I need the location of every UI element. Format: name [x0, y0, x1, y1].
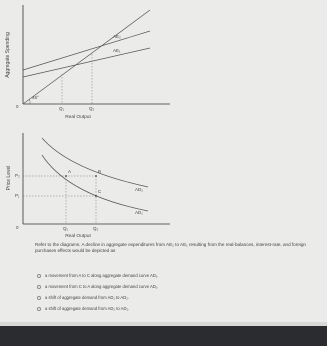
top-origin-label: 0: [16, 104, 19, 109]
radio-button[interactable]: [37, 285, 41, 289]
point-c-label: C: [98, 189, 102, 194]
option-4[interactable]: [37, 303, 297, 314]
point-a: [65, 175, 67, 177]
answer-options: [37, 270, 297, 314]
bottom-q2-label: Q₂: [93, 226, 99, 231]
ae2-line: [23, 31, 150, 70]
bottom-graph: [6, 133, 170, 239]
ae1-label: AE₁: [113, 48, 121, 53]
option-label: a shift of aggregate demand from AD₁ to AD₂.: [45, 295, 130, 300]
taskbar: [0, 326, 327, 346]
top-q1-label: Q₁: [59, 106, 65, 111]
ad1-label: AD₁: [135, 210, 143, 215]
degree-45-line: [23, 10, 150, 104]
ae1-line: [23, 48, 150, 77]
option-label: a movement from A to C along aggregate demand curve AD₁.: [45, 273, 159, 278]
ae2-label: AE₂: [113, 34, 121, 39]
point-b: [95, 175, 97, 177]
p1-label: P₁: [15, 193, 20, 198]
point-a-label: A: [68, 169, 72, 174]
option-1[interactable]: [37, 270, 297, 281]
ad2-label: AD₂: [135, 187, 143, 192]
top-x-axis-label: Real Output: [65, 115, 91, 120]
radio-button[interactable]: [37, 274, 41, 278]
option-label: a movement from C to A along aggregate demand curve AD₁.: [45, 284, 159, 289]
top-y-axis-label: Aggregate Spending: [5, 32, 11, 78]
radio-button[interactable]: [37, 296, 41, 300]
option-2[interactable]: [37, 281, 297, 292]
bottom-y-axis-label: Price Level: [6, 165, 12, 191]
degree-arc: [29, 99, 30, 104]
top-q2-label: Q₂: [89, 106, 95, 111]
point-b-label: B: [98, 169, 102, 174]
radio-button[interactable]: [37, 307, 41, 311]
point-c: [95, 195, 97, 197]
bottom-origin-label: 0: [16, 225, 19, 230]
option-3[interactable]: [37, 292, 297, 303]
ad2-curve: [42, 138, 148, 187]
p2-label: P₂: [15, 173, 20, 178]
top-graph: [5, 5, 170, 120]
option-label: a shift of aggregate demand from AD₂ to AD₁.: [45, 306, 130, 311]
degree-label: 45°: [32, 95, 39, 100]
question-text: Refer to the diagrams. A decline in aggregate expenditures from AE₂ to AE₁ resulting from the real-balances, interest-rate, and foreign purchases effects would be depicted as: [35, 242, 306, 253]
bottom-q1-label: Q₁: [63, 226, 69, 231]
bottom-x-axis-label: Real Output: [65, 234, 91, 239]
